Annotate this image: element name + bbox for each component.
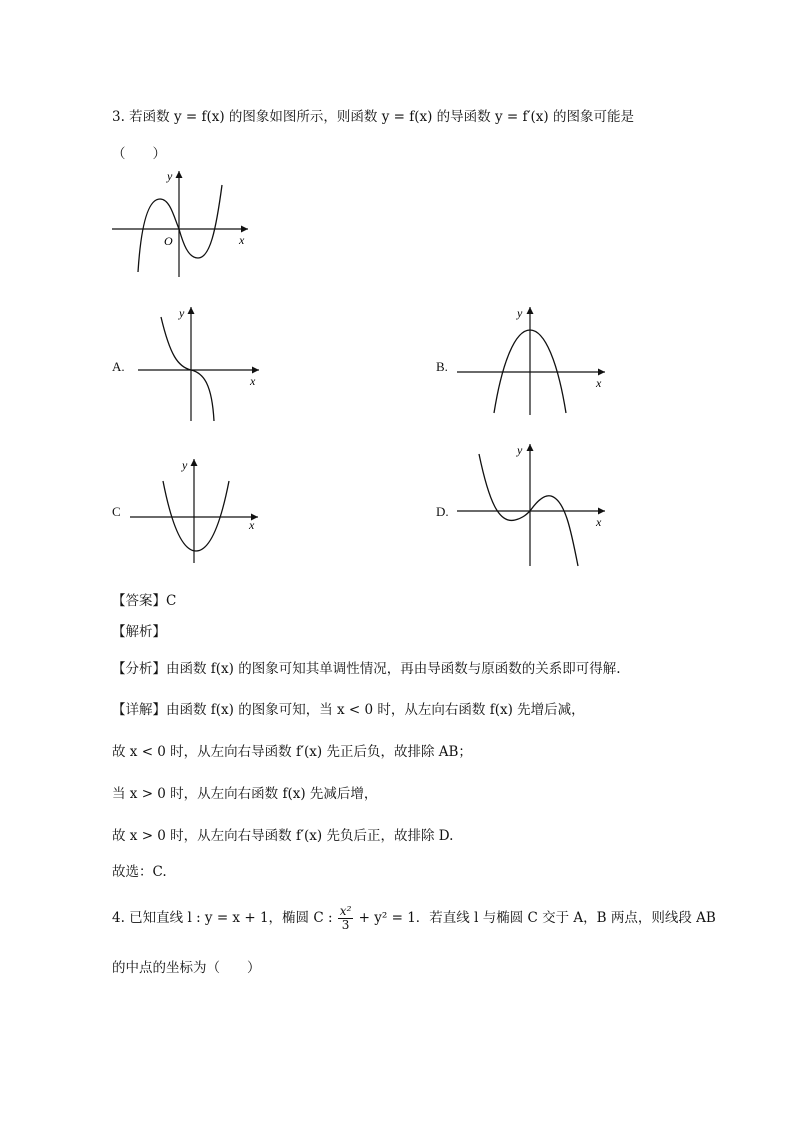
q4-stem-line2: 的中点的坐标为（ ）: [112, 960, 261, 976]
option-a-curve: [161, 317, 214, 421]
analysis-header: 【解析】: [112, 624, 166, 640]
option-b-x-label: x: [596, 376, 602, 390]
option-c-x-label: x: [249, 518, 255, 532]
option-c-label: C: [112, 504, 121, 519]
option-c-curve: [163, 481, 229, 551]
q4-fraction-denominator: 3: [341, 918, 350, 932]
q4-stem-part-a: 4. 已知直线 l : y = x + 1，椭圆 C :: [112, 910, 333, 926]
main-origin-label: O: [164, 234, 173, 248]
option-c-y-label: y: [182, 458, 188, 472]
solution-xiangjie: 【详解】由函数 f(x) 的图象可知，当 x < 0 时，从左向右函数 f(x) 先增后减，: [112, 702, 585, 718]
option-a-label: A.: [112, 359, 125, 374]
option-a-graph: [134, 303, 264, 423]
q4-stem-line1: [112, 905, 716, 932]
main-y-label: y: [167, 169, 173, 183]
solution-line3: 当 x > 0 时，从左向右函数 f(x) 先减后增，: [112, 786, 378, 802]
answer-line: 【答案】C: [112, 593, 177, 609]
solution-fenxi: 【分析】由函数 f(x) 的图象可知其单调性情况，再由导函数与原函数的关系即可得解.: [112, 661, 621, 677]
q4-stem-part-b: + y² = 1．若直线 l 与椭圆 C 交于 A，B 两点，则线段 AB: [358, 910, 716, 926]
q3-stem-line1: 3. 若函数 y = f(x) 的图象如图所示，则函数 y = f(x) 的导函数 y = f′(x) 的图象可能是: [112, 109, 634, 125]
option-a-x-label: x: [250, 374, 256, 388]
q3-stem-line2: （ ）: [112, 146, 166, 162]
option-d-curve: [479, 454, 578, 566]
main-x-label: x: [239, 233, 245, 247]
solution-line5: 故选：C.: [112, 864, 167, 880]
option-b-y-label: y: [517, 306, 523, 320]
main-graph-figure: [108, 165, 253, 280]
solution-line4: 故 x > 0 时，从左向右导函数 f′(x) 先负后正，故排除 D.: [112, 828, 454, 844]
option-c-graph: [128, 455, 263, 565]
option-b-label: B.: [436, 359, 448, 374]
q4-fraction-numerator: x²: [339, 904, 352, 918]
option-a-y-label: y: [179, 306, 185, 320]
solution-line2: 故 x < 0 时，从左向右导函数 f′(x) 先正后负，故排除 AB；: [112, 744, 472, 760]
option-d-y-label: y: [517, 443, 523, 457]
q4-fraction: [338, 905, 354, 932]
option-d-label: D.: [436, 504, 449, 519]
option-d-graph: [455, 440, 610, 570]
option-b-graph: [455, 303, 610, 418]
option-d-x-label: x: [596, 515, 602, 529]
